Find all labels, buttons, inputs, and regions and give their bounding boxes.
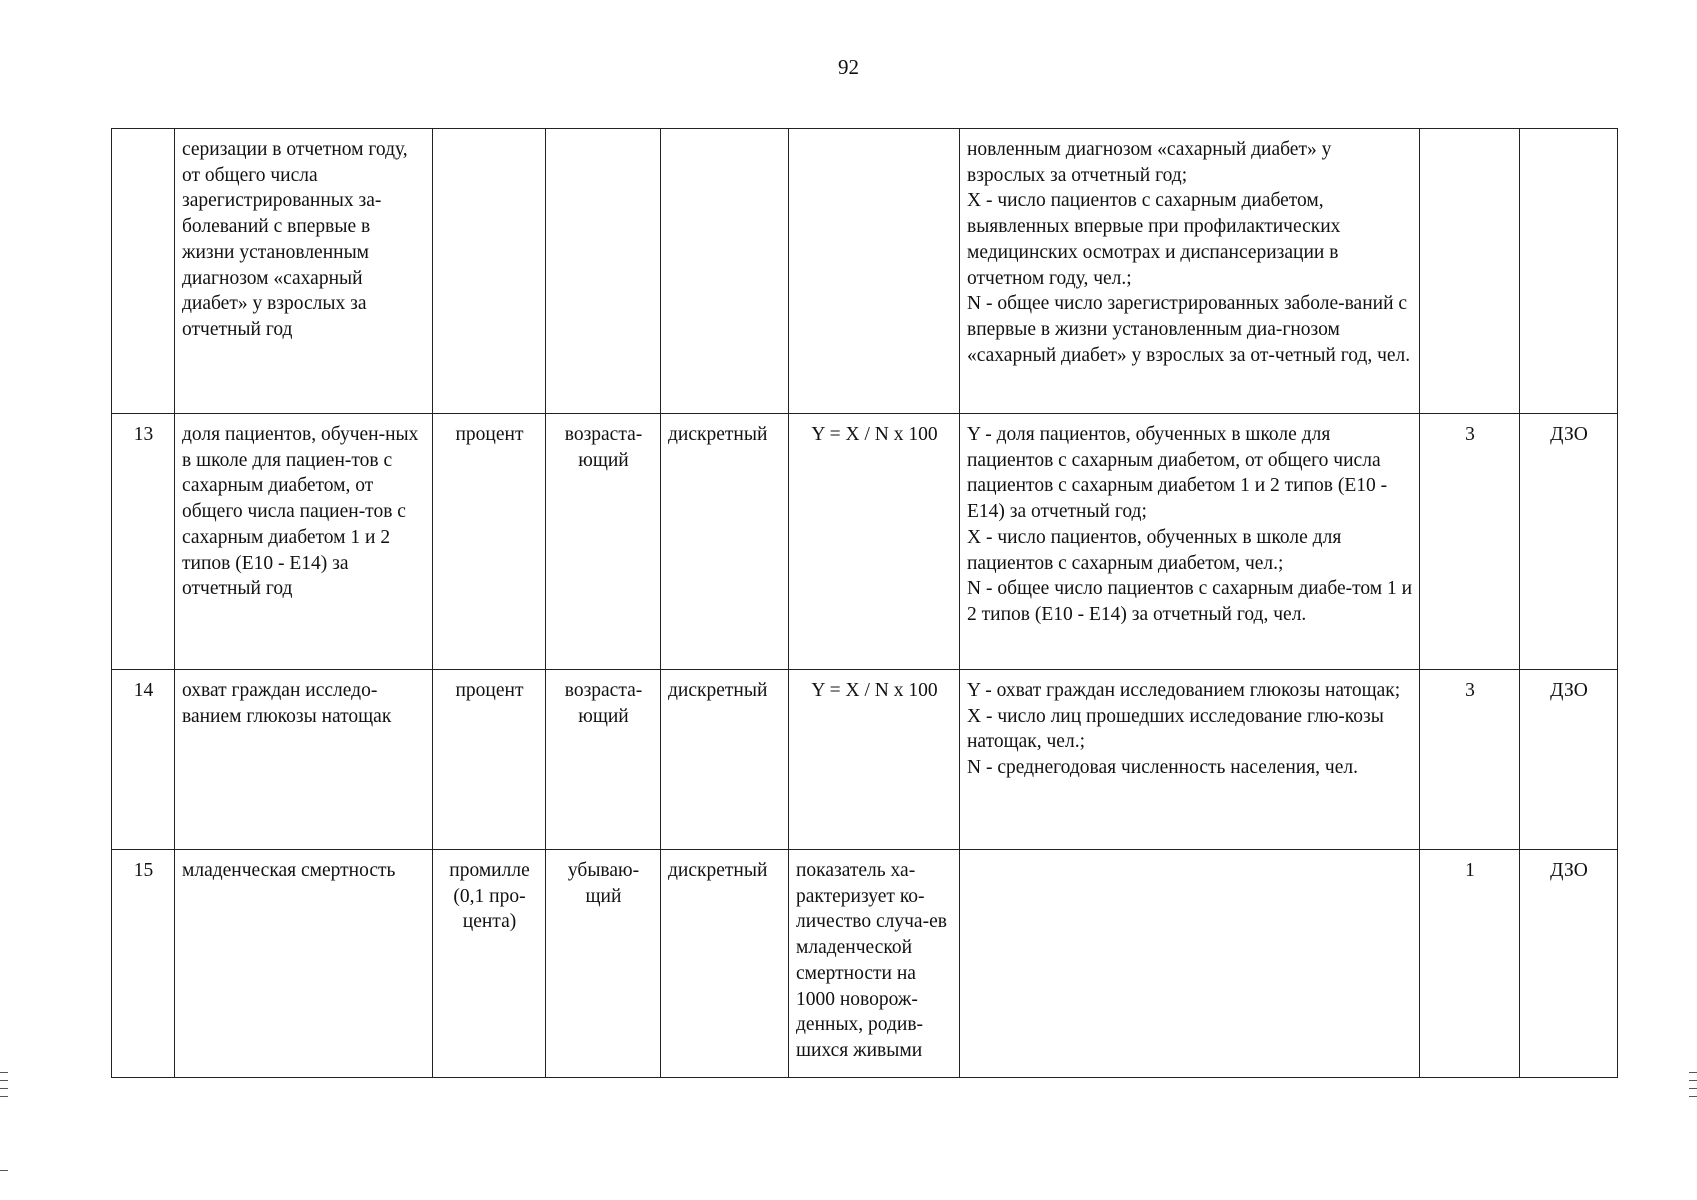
responsible: ДЗО bbox=[1520, 850, 1618, 1078]
scan-edge-mark bbox=[0, 1080, 8, 1081]
scan-edge-mark bbox=[0, 1170, 8, 1171]
indicator-name: охват граждан исследо-ванием глюкозы натощак bbox=[175, 670, 433, 850]
scan-edge-mark bbox=[1689, 1088, 1697, 1089]
trend bbox=[546, 129, 661, 414]
responsible bbox=[1520, 129, 1618, 414]
table-row bbox=[112, 850, 1618, 1078]
table-row bbox=[112, 129, 1618, 414]
formula: Y = X / N x 100 bbox=[789, 414, 960, 670]
scan-edge-mark bbox=[0, 1072, 8, 1073]
unit bbox=[433, 129, 546, 414]
formula-description bbox=[960, 129, 1420, 414]
description-line: X - число лиц прошедших исследование глю-козы натощак, чел.; bbox=[967, 705, 1384, 753]
description-line: новленным диагнозом «сахарный диабет» у взрослых за отчетный год; bbox=[967, 139, 1332, 186]
formula bbox=[789, 129, 960, 414]
scan-edge-mark bbox=[0, 1096, 8, 1097]
trend: возраста-ющий bbox=[546, 670, 661, 850]
description-line: X - число пациентов, обученных в школе для пациентов с сахарным диабетом, чел.; bbox=[967, 526, 1342, 574]
weight bbox=[1420, 129, 1520, 414]
indicator-type: дискретный bbox=[661, 850, 789, 1078]
weight: 3 bbox=[1420, 414, 1520, 670]
unit: процент bbox=[433, 670, 546, 850]
unit: промилле (0,1 про-цента) bbox=[433, 850, 546, 1078]
weight: 1 bbox=[1420, 850, 1520, 1078]
indicator-name: серизации в отчетном году, от общего числа зарегистрированных за-болеваний с впервые в жизни установленным диагнозом «сахарный диабет» у взрослых за отчетный год bbox=[175, 129, 433, 414]
scan-edge-mark bbox=[1689, 1072, 1697, 1073]
trend: возраста-ющий bbox=[546, 414, 661, 670]
responsible: ДЗО bbox=[1520, 670, 1618, 850]
description-line: X - число пациентов с сахарным диабетом, выявленных впервые при профилактических медицинских осмотрах и диспансеризации в отчетном году, чел.; bbox=[967, 190, 1341, 289]
indicator-type: дискретный bbox=[661, 414, 789, 670]
formula-description bbox=[960, 850, 1420, 1078]
description-line: N - общее число пациентов с сахарным диабе-том 1 и 2 типов (E10 - E14) за отчетный год, чел. bbox=[967, 578, 1413, 625]
formula: показатель ха-рактеризует ко-личество случа-ев младенческой смертности на 1000 новорож-денных, родив-шихся живыми bbox=[789, 850, 960, 1078]
formula-description bbox=[960, 414, 1420, 670]
description-line: Y - доля пациентов, обученных в школе для пациентов с сахарным диабетом, от общего числа пациентов с сахарным диабетом 1 и 2 типов (E10 - E14) за отчетный год; bbox=[967, 424, 1388, 523]
description-line: Y - охват граждан исследованием глюкозы натощак; bbox=[967, 680, 1401, 701]
page-number: 92 bbox=[838, 55, 859, 79]
scan-edge-mark bbox=[0, 1088, 8, 1089]
table-row bbox=[112, 670, 1618, 850]
table-row bbox=[112, 414, 1618, 670]
row-number: 13 bbox=[112, 414, 175, 670]
weight: 3 bbox=[1420, 670, 1520, 850]
indicator-name: младенческая смертность bbox=[175, 850, 433, 1078]
responsible: ДЗО bbox=[1520, 414, 1618, 670]
unit: процент bbox=[433, 414, 546, 670]
formula-description bbox=[960, 670, 1420, 850]
scan-edge-mark bbox=[1689, 1080, 1697, 1081]
row-number: 14 bbox=[112, 670, 175, 850]
row-number bbox=[112, 129, 175, 414]
indicator-name: доля пациентов, обучен-ных в школе для пациен-тов с сахарным диабетом, от общего числа пациен-тов с сахарным диабетом 1 и 2 типов (E10 - E14) за отчетный год bbox=[175, 414, 433, 670]
trend: убываю-щий bbox=[546, 850, 661, 1078]
row-number: 15 bbox=[112, 850, 175, 1078]
description-line: N - среднегодовая численность населения, чел. bbox=[967, 757, 1358, 779]
scan-edge-mark bbox=[1689, 1096, 1697, 1097]
formula: Y = X / N x 100 bbox=[789, 670, 960, 850]
indicator-type: дискретный bbox=[661, 670, 789, 850]
description-line: N - общее число зарегистрированных заболе-ваний с впервые в жизни установленным диа-гнозом «сахарный диабет» у взрослых за от-четный год, чел. bbox=[967, 293, 1411, 366]
indicator-type bbox=[661, 129, 789, 414]
indicators-table bbox=[111, 128, 1618, 1078]
